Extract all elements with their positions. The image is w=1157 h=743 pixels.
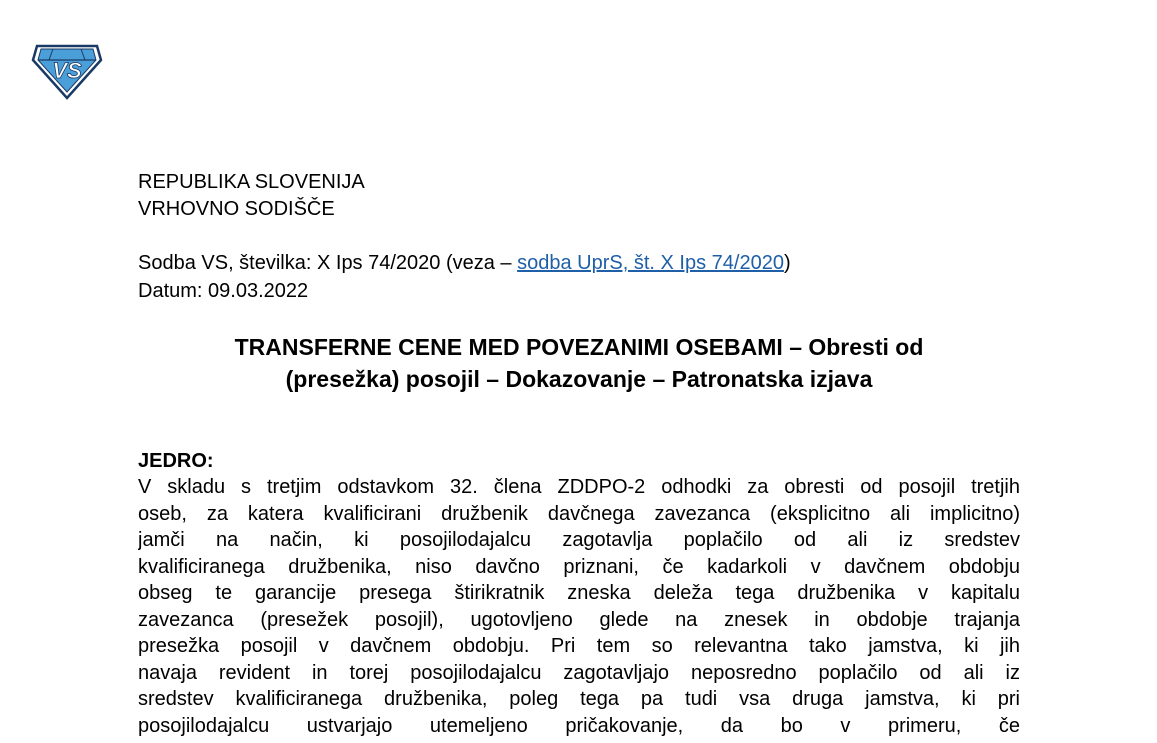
jedro-line: sredstev kvalificiranega družbenika, poleg tega pa tudi vsa druga jamstva, ki pri (138, 688, 1020, 710)
case-date: Datum: 09.03.2022 (138, 280, 309, 302)
court-logo (31, 40, 103, 100)
related-judgment-link[interactable]: sodba UprS, št. X Ips 74/2020 (517, 252, 784, 274)
republic-line: REPUBLIKA SLOVENIJA (138, 171, 365, 193)
case-number-prefix: Sodba VS, številka: X Ips 74/2020 (veza – (138, 252, 518, 274)
jedro-line: navaja revident in torej posojilodajalcu zagotavljajo neposredno poplačilo od ali iz (138, 661, 1020, 684)
title-line-2: (presežka) posojil – Dokazovanje – Patronatska izjava (285, 366, 873, 392)
jedro-line: V skladu s tretjim odstavkom 32. člena ZDDPO-2 odhodki za obresti od posojil tretjih (138, 476, 1020, 498)
jedro-line: kvalificiranega družbenika, niso davčno priznani, če kadarkoli v davčnem obdobju (138, 555, 1020, 578)
jedro-line: oseb, za katera kvalificirani družbenik davčnega zavezanca (eksplicitno ali implicitno) (138, 502, 1020, 525)
jedro-line: posojilodajalcu ustvarjajo utemeljeno pričakovanje, da bo v primeru, če (138, 714, 1020, 737)
court-name-line: VRHOVNO SODIŠČE (138, 198, 335, 220)
court-header (138, 169, 365, 223)
jedro-line: zavezanca (presežek posojil), ugotovljeno glede na znesek in obdobje trajanja (138, 608, 1020, 631)
logo-text: VS (52, 58, 82, 83)
vs-diamond-logo-icon (31, 40, 103, 100)
jedro-line: obseg te garancije presega štirikratnik zneska deleža tega družbenika v kapitalu (138, 582, 1020, 604)
jedro-line: presežka posojil v davčnem obdobju. Pri tem so relevantna tako jamstva, ki jih (138, 635, 1020, 657)
document-title (138, 331, 1020, 395)
jedro-body (138, 474, 1020, 739)
jedro-heading: JEDRO: (138, 450, 214, 472)
case-info (138, 249, 791, 305)
jedro-line: jamči na način, ki posojilodajalcu zagotavlja poplačilo od ali iz sredstev (138, 529, 1020, 551)
case-number-line (138, 249, 791, 277)
title-line-1: TRANSFERNE CENE MED POVEZANIMI OSEBAMI – Obresti od (234, 334, 924, 360)
case-number-suffix: ) (783, 252, 791, 274)
